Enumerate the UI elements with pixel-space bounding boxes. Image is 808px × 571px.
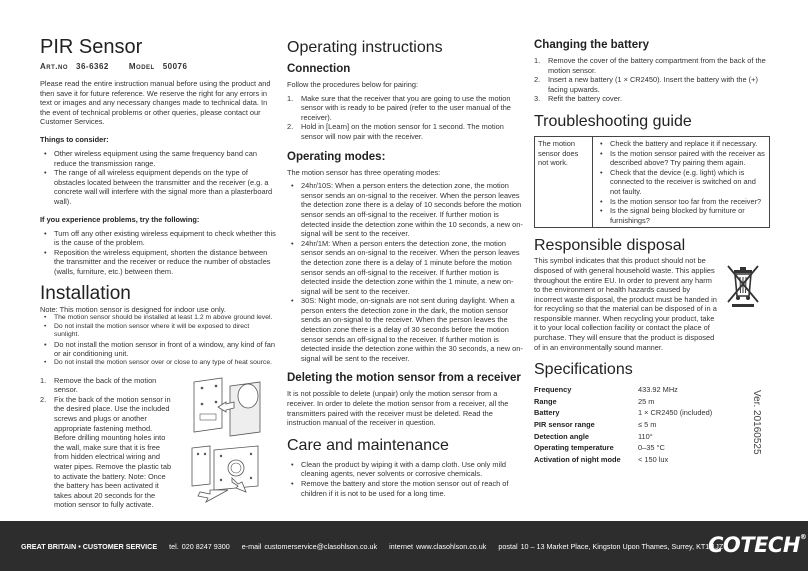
list-item: • Other wireless equipment using the same frequency band can reduce the transmission range. [40,149,276,168]
art-value: 36-6362 [76,62,109,71]
spec-value: 1 × CR2450 (included) [638,408,713,418]
solutions-list [596,139,766,225]
step-number: 1. [534,56,541,65]
table-row [534,431,712,443]
table-row [534,396,712,408]
cotech-logo [708,533,806,557]
disposal-block [534,256,770,352]
spec-value: 25 m [638,396,655,406]
list-item: • Reposition the wireless equipment, shorten the distance between the transmitter and the receiver or reduce the number of obstacles (walls, furniture, etc.) between them. [40,248,276,277]
tel-value[interactable]: 020 8247 9300 [181,542,230,551]
intro-text: Please read the entire instruction manual before using the product and then save it for future reference. We reserve the right for any errors in text or images and any necessary changes made to technical data. In the event of technical problems or other queries, please contact our Customer Services. [40,79,271,127]
art-label: Art.no [40,62,68,71]
spec-key: Operating temperature [534,443,614,453]
operating-instructions-heading: Operating instructions [287,39,443,56]
step-number: 1. [287,93,294,103]
list-item: • Is the motion sensor too far from the receiver? [596,197,766,207]
column-middle [287,38,523,498]
postal-label: postal [498,542,518,551]
specifications-heading: Specifications [534,361,633,379]
step-number: 1. [40,375,47,385]
disposal-heading: Responsible disposal [534,237,686,255]
table-row [534,384,712,396]
article-line [40,62,276,71]
step-number: 3. [534,94,541,104]
footer-region: GREAT BRITAIN • CUSTOMER SERVICE [21,542,158,551]
list-item: • 24hr/1M: When a person enters the detection zone, the motion sensor sends an on-signal to the receiver. When the person leaves the detection zone there is a delay of 1 minute before the motion sensor sends an off-signal to the receiver. If further motion is detected inside the detection zone within the 1 minute, a new on-signal will be sent to the receiver. [287,239,523,297]
list-item: • Clean the product by wiping it with a damp cloth. Use only mild cleaning agents, never solvents or corrosive chemicals. [287,460,523,479]
step-text: Remove the back of the motion sensor. [54,375,157,395]
modes-intro: The motion sensor has three operating modes: [287,167,441,177]
column-left [40,36,276,510]
list-item [287,122,523,141]
table-row [534,419,712,431]
spec-key: PIR sensor range [534,420,595,430]
spec-value: ≤ 5 m [638,420,657,430]
step-text: Refit the battery cover. [548,94,622,104]
logo-text: COTECH [708,533,800,557]
spec-key: Detection angle [534,431,590,441]
list-item [534,75,770,94]
list-item: • 30S: Night mode, on-signals are not sent during daylight. When a person enters the detection zone in the dark, the motion sensor sends an on-signal to the receiver. When the person leaves the detection zone there is a delay of 30 seconds before the motion sensor sends an off-signal to the receiver. If further motion is detected inside the detection zone within the 30 seconds, a new on-signal will be sent to the receiver. [287,296,523,363]
disposal-text: This symbol indicates that this product should not be disposed of with general household waste. This applies throughout the entire EU. In order to prevent any harm to the environment or health hazards caused by incorrect waste disposal, the product must be handed in for recycling so that the material can be disposed of in a responsible manner. When recycling your product, take it to your local collection facility or contact the place of purchase. They will ensure that the product is disposed of in an environmentally sound manner. [534,256,717,352]
troubleshooting-heading: Troubleshooting guide [534,112,692,130]
modes-list [287,181,523,363]
list-item: • Do not install the motion sensor where it will be exposed to direct sunlight. [40,323,276,340]
list-item: • 24hr/10S: When a person enters the detection zone, the motion sensor sends an on-signal to the receiver. When the person leaves the detection zone there is a delay of 10 seconds before the motion sensor sends an off-signal to the receiver. If further motion is detected inside the detection zone within the 10 seconds, a new on-signal will be sent to the receiver. [287,181,523,239]
spec-key: Range [534,396,557,406]
registered-mark: ® [799,533,807,541]
care-heading: Care and maintenance [287,436,449,454]
column-right [534,38,770,465]
list-item: • Is the motion sensor paired with the receiver as described above? Try pairing them again. [596,149,766,168]
specifications-table [534,384,712,465]
spec-value: 0–35 °C [638,443,665,453]
list-item: • Do not install the motion sensor in front of a window, any kind of fan or air conditioning unit. [40,340,276,359]
list-item [40,395,172,510]
spec-key: Frequency [534,385,572,395]
list-item: • Check that the device (e.g. light) which is connected to the receiver is switched on and not faulty. [596,168,766,197]
delete-text: It is not possible to delete (unpair) only the motion sensor from a receiver. In order to delete the motion sensor from a receiver, all the transmitters paired with the receiver must be deleted. Read the instruction manual of the receiver in question. [287,389,509,428]
spec-value: < 150 lux [638,454,669,464]
version-label: Ver. 20160525 [751,390,762,455]
model-label: Model [128,62,155,71]
solutions-cell [593,136,770,227]
install-note [40,305,276,315]
list-item: • The range of all wireless equipment depends on the type of obstacles located between the transmitter and the receiver (e.g. a concrete wall will interfere with the signal more than a plasterboard wall). [40,168,276,206]
list-item: • Turn off any other existing wireless equipment to check whether this is the cause of the problem. [40,229,276,248]
email-link[interactable]: customerservice@clasohlson.co.uk [264,542,378,551]
consider-list [40,149,276,207]
installation-diagram [188,374,276,506]
step-text: Fix the back of the motion sensor in the desired place. Use the included screws and plugs or another appropriate fastening method. Before drilling mounting holes into the wall, make sure that it is free from hidden electrical wiring and water pipes. Remove the plastic tab to activate the battery. Note: Once the battery has been activated it takes about 20 seconds for the motion sensor to fully activate. [54,394,172,510]
spec-value: 110° [638,431,653,441]
internet-label: internet [389,542,414,551]
problems-list [40,229,276,277]
problems-heading: If you experience problems, try the following: [40,214,200,224]
email-label: e-mail [241,542,262,551]
table-row [534,454,712,466]
website-link[interactable]: www.clasohlson.co.uk [416,542,487,551]
connection-steps [287,94,523,142]
model-value: 50076 [162,62,188,71]
step-text: Hold in [Learn] on the motion sensor for 1 second. The motion sensor will now pair with the receiver. [301,122,504,141]
product-title: PIR Sensor [40,36,143,58]
step-number: 2. [40,394,47,404]
install-steps-block [40,376,276,510]
list-item: • Check the battery and replace it if necessary. [596,139,766,149]
install-steps [40,376,172,510]
problem-cell: The motion sensor does not work. [535,136,593,227]
troubleshooting-table [534,136,770,228]
connection-intro: Follow the procedures below for pairing: [287,80,419,89]
step-number: 2. [534,75,541,85]
delete-heading: Deleting the motion sensor from a receiver [287,372,521,385]
spec-key: Activation of night mode [534,454,621,464]
step-text: Remove the cover of the battery compartment from the back of the motion sensor. [548,56,766,75]
list-item [287,94,523,123]
postal-address: 10 – 13 Market Place, Kingston Upon Thames, Surrey, KT1 1JZ [520,542,724,551]
list-item [534,56,770,75]
step-number: 2. [287,122,294,132]
tel-label: tel. [169,542,179,551]
footer-contact-line [21,542,735,551]
table-row [535,136,770,227]
step-text: Insert a new battery (1 × CR2450). Insert the battery with the (+) facing upwards. [548,75,758,94]
weee-crossed-bin-icon [724,264,762,308]
battery-heading: Changing the battery [534,39,650,51]
list-item: • The motion sensor should be installed at least 1.2 m above ground level. [40,314,276,323]
spec-key: Battery [534,408,560,418]
list-item: • Is the signal being blocked by furniture or furnishings? [596,206,766,225]
spec-value: 433.92 MHz [638,385,678,395]
list-item: • Do not install the motion sensor over or close to any type of heat source. [40,359,276,368]
install-bullets [40,314,276,368]
consider-heading: Things to consider: [40,134,109,144]
step-text: Make sure that the receiver that you are going to use the motion sensor with is ready to be paired (refer to the user manual of the receiver). [301,93,511,122]
footer-bar [0,521,808,571]
list-item: • Remove the battery and store the motion sensor out of reach of children if it is not to be used for a long time. [287,479,523,498]
list-item [40,376,172,395]
modes-heading: Operating modes: [287,150,386,163]
install-note-text: Note: This motion sensor is designed for indoor use only. [40,304,226,314]
table-row [534,407,712,419]
connection-heading: Connection [287,63,351,75]
battery-steps [534,56,770,104]
list-item [534,94,770,104]
table-row [534,442,712,454]
installation-heading: Installation [40,282,131,304]
care-list [287,460,523,498]
